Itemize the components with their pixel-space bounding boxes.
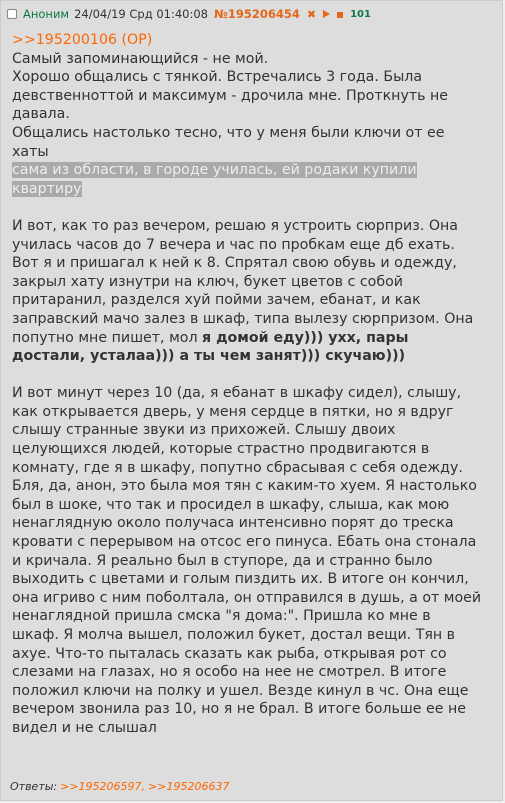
message-line: Хорошо общались с тянкой. Встречались 3 года. Была девственноттой и максимум - дрочила мне. Проткнуть не давала. — [12, 69, 448, 123]
post-message — [12, 31, 482, 738]
replies-bar — [10, 780, 229, 793]
post-header — [7, 6, 371, 22]
message-line: Общались настолько тесно, что у меня были ключи от ее хаты — [12, 124, 445, 160]
reply-link[interactable]: >>195206637 — [148, 780, 230, 793]
menu-square-icon[interactable] — [337, 12, 343, 18]
play-icon[interactable] — [323, 10, 330, 18]
reply-count-badge: 101 — [350, 8, 371, 20]
message-paragraph: И вот минут через 10 (да, я ебанат в шкафу сидел), слышу, как открывается дверь, у меня сердце в пятки, но я вдруг слышу странные звуки из прихожей. Слышу двоих целующихся людей, которые страстно продвигаются в комнату, где я в шкафу, попутно сбрасывая с себя одежду. Бля, да, анон, это была моя тян с каким-то хуем. Я настолько был в шоке, что так и просидел в шкафу, слыша, как мою ненаглядную около получаса интенсивно порят до треска кровати с перерывом на отсос его пинуса. Ебать она стонала и кричала. Я реально был в ступоре, да и странно было выходить с цветами и голым пиздить их. В итоге он кончил, она игриво с ним поболтала, он отправился в душь, а от моей ненаглядной пришла смска "я дома:". Пришла ко мне в шкаф. Я молча вышел, положил букет, достал вещи. Тян в ахуе. Что-то пыталась сказать как рыба, открывая рот со слезами на глазах, но я особо на нее не смотрел. В итоге положил ключи на полку и ушел. Везде кинул в чс. Она еще вечером звонила раз 10, но я не брал. В итоге больше ее не видел и не слышал — [12, 385, 482, 736]
message-line: Самый запоминающийся - не мой. — [12, 50, 269, 67]
paragraph-text: И вот, как то раз вечером, решаю я устроить сюрприз. Она училась часов до 7 вечера и час по пробкам еще дб ехать. Вот я и пришагал к ней к 8. Спрятал свою обувь и одежду, закрыл хату изнутри на ключ, букет цветов с собой притаранил, разделся хуй пойми зачем, ебанат, и как заправский мачо залез в шкаф, типа вылезу сюрпризом. Она попутно мне пишет, мол — [12, 217, 474, 346]
replies-label: Ответы: — [10, 780, 58, 793]
bold-text: я домой еду))) ухх, пары достали, усталаа))) а ты чем занят))) скучаю))) — [12, 329, 409, 365]
hide-post-icon[interactable]: ✖ — [306, 7, 317, 21]
post-date: 24/04/19 Срд 01:40:08 — [74, 7, 208, 21]
select-post-checkbox[interactable] — [7, 9, 17, 19]
spoiler-text[interactable]: сама из области, в городе училась, ей родаки купили квартиру — [12, 162, 417, 197]
post-number-link[interactable]: №195206454 — [213, 7, 300, 21]
message-paragraph — [12, 217, 482, 366]
op-quote-link[interactable]: >>195200106 (OP) — [12, 32, 153, 48]
reply-link[interactable]: >>195206597, — [60, 780, 146, 793]
poster-name: Аноним — [23, 7, 70, 21]
